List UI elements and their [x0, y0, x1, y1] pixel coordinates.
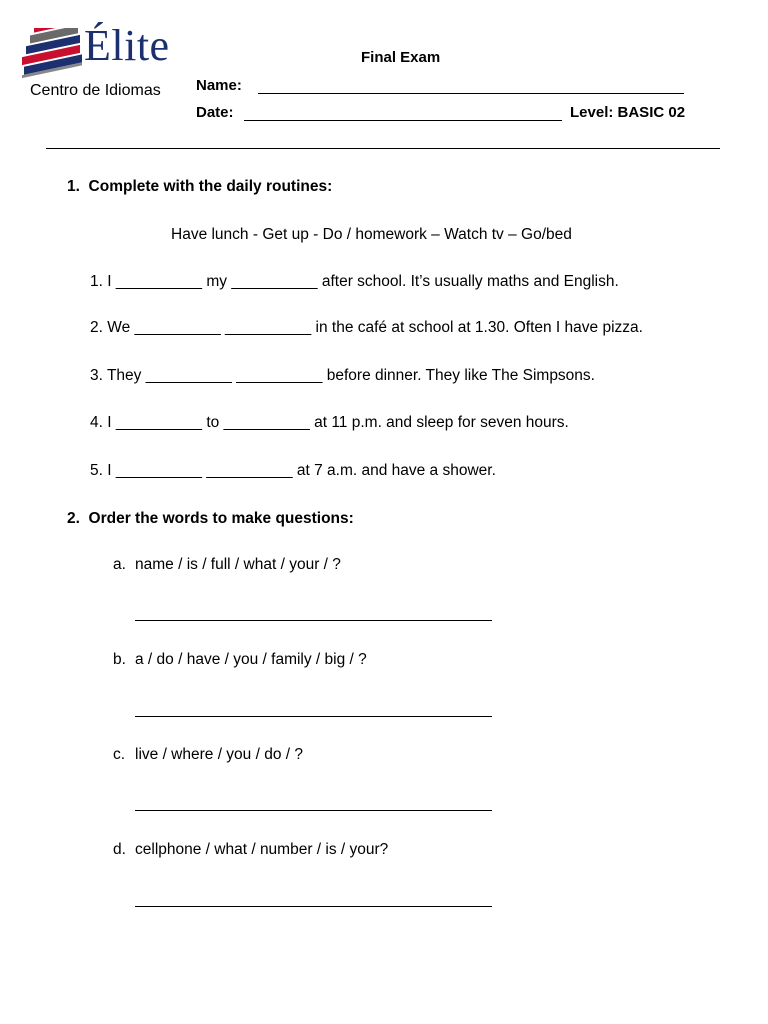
name-label: Name:: [196, 77, 242, 94]
logo: [18, 21, 188, 106]
question-d-words: cellphone / what / number / is / your?: [135, 841, 389, 858]
books-icon: [18, 28, 88, 88]
question-c-words: live / where / you / do / ?: [135, 746, 304, 763]
question-b-words: a / do / have / you / family / big / ?: [135, 651, 367, 668]
question-d-letter: d.: [113, 841, 126, 858]
exercise1-item-3: 3. They __________ __________ before dinner. They like The Simpsons.: [90, 367, 595, 384]
name-field[interactable]: [258, 93, 684, 94]
section2-heading: 2. Order the words to make questions:: [67, 510, 354, 527]
question-a-words: name / is / full / what / your / ?: [135, 556, 341, 573]
question-c-letter: c.: [113, 746, 126, 763]
section1-heading: 1. Complete with the daily routines:: [67, 178, 333, 195]
level-label: Level: BASIC 02: [570, 104, 686, 121]
page-title: Final Exam: [361, 49, 441, 66]
answer-line-b[interactable]: [135, 716, 492, 717]
header-divider: [46, 148, 720, 149]
date-label: Date:: [196, 104, 234, 121]
logo-subtitle: Centro de Idiomas: [30, 82, 161, 99]
question-b-letter: b.: [113, 651, 126, 668]
answer-line-c[interactable]: [135, 810, 492, 811]
exercise1-item-2: 2. We __________ __________ in the café at school at 1.30. Often I have pizza.: [90, 319, 643, 336]
exercise1-item-5: 5. I __________ __________ at 7 a.m. and have a shower.: [90, 462, 496, 479]
answer-line-a[interactable]: [135, 620, 492, 621]
logo-wordmark: Élite: [84, 21, 170, 70]
answer-line-d[interactable]: [135, 906, 492, 907]
date-field[interactable]: [244, 120, 562, 121]
exercise1-item-1: 1. I __________ my __________ after school. It’s usually maths and English.: [90, 273, 619, 290]
word-bank: Have lunch - Get up - Do / homework – Watch tv – Go/bed: [171, 226, 572, 243]
exercise1-item-4: 4. I __________ to __________ at 11 p.m. and sleep for seven hours.: [90, 414, 569, 431]
question-a-letter: a.: [113, 556, 126, 573]
